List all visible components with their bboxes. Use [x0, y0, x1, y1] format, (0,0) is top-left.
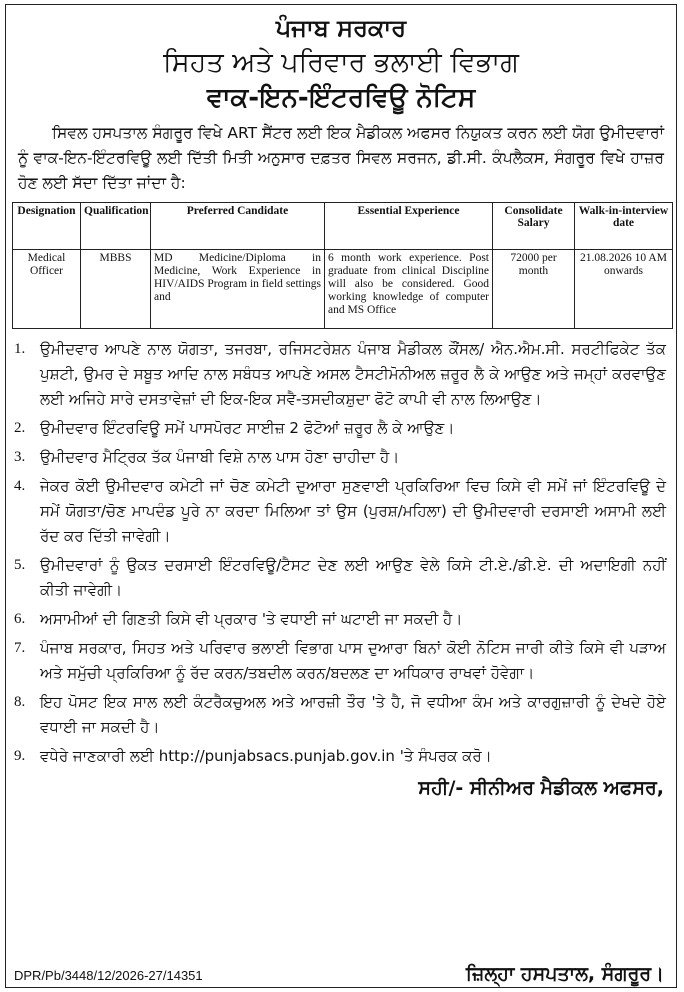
- item-text: ਉਮੀਦਵਾਰਾਂ ਨੂੰ ਉਕਤ ਦਰਸਾਈ ਇੰਟਰਵਿਊ/ਟੈਸਟ ਦੇਣ ਲਈ ਆਉਣ ਵੇਲੇ ਕਿਸੇ ਟੀ.ਏ./ਡੀ.ਏ. ਦੀ ਅਦਾਇਗੀ ਨਹੀਂ ਕੀਤੀ ਜਾਵੇਗੀ।: [40, 556, 666, 599]
- item-text: ਉਮੀਦਵਾਰ ਇੰਟਰਵਿਊ ਸਮੇਂ ਪਾਸਪੋਰਟ ਸਾਈਜ਼ 2 ਫੋਟੋਆਂ ਜ਼ਰੂਰ ਲੈ ਕੇ ਆਉਣ।: [40, 419, 455, 437]
- header-salary: Consolidate Salary: [493, 203, 575, 250]
- header-designation: Designation: [13, 203, 81, 250]
- item-text: ਉਮੀਦਵਾਰ ਆਪਣੇ ਨਾਲ ਯੋਗਤਾ, ਤਜਰਬਾ, ਰਜਿਸਟਰੇਸ਼ਨ ਪੰਜਾਬ ਮੈਡੀਕਲ ਕੌਂਸਲ/ ਐਨ.ਐਮ.ਸੀ. ਸਰਟੀਫਿਕੇਟ ਤੱਕ ਪੁਸ਼ਟੀ, ਉਮਰ ਦੇ ਸਬੂਤ ਆਦਿ ਨਾਲ ਸਬੰਧਤ ਆਪਣੇ ਅਸਲ ਟੈਸਟੀਮੋਨੀਅਲ ਜ਼ਰੂਰ ਲੈ ਕੇ ਆਉਣ ਅਤੇ ਜਮ੍ਹਾਂ ਕਰਵਾਉਣ ਲਈ ਅਜਿਹੇ ਸਾਰੇ ਦਸਤਾਵੇਜ਼ਾਂ ਦੀ ਇਕ-ਇਕ ਸਵੈ-ਤਸਦੀਕਸ਼ੁਦਾ ਫੋਟੋ ਕਾਪੀ ਵੀ ਨਾਲ ਲਿਆਉਣ।: [40, 340, 666, 408]
- list-item: [6, 690, 666, 740]
- terms-list: [6, 337, 666, 769]
- table-row: [13, 250, 673, 329]
- cell-salary: 72000 per month: [493, 250, 575, 329]
- header-essential-experience: Essential Experience: [325, 203, 493, 250]
- vacancy-table: [12, 202, 673, 329]
- item-number: 9.: [14, 748, 26, 764]
- item-text: ਅਸਾਮੀਆਂ ਦੀ ਗਿਣਤੀ ਕਿਸੇ ਵੀ ਪ੍ਰਕਾਰ 'ਤੇ ਵਧਾਈ ਜਾਂ ਘਟਾਈ ਜਾ ਸਕਦੀ ਹੈ।: [40, 610, 463, 628]
- intro-paragraph: ਸਿਵਲ ਹਸਪਤਾਲ ਸੰਗਰੂਰ ਵਿਖੇ ART ਸੈਂਟਰ ਲਈ ਇਕ ਮੈਡੀਕਲ ਅਫਸਰ ਨਿਯੁਕਤ ਕਰਨ ਲਈ ਯੋਗ ਉਮੀਦਵਾਰਾਂ ਨੂੰ ਵਾਕ-ਇਨ-ਇੰਟਰਵਿਊ ਲਈ ਦਿੱਤੀ ਮਿਤੀ ਅਨੁਸਾਰ ਦਫ਼ਤਰ ਸਿਵਲ ਸਰਜਨ, ਡੀ.ਸੀ. ਕੰਪਲੈਕਸ, ਸੰਗਰੂਰ ਵਿਖੇ ਹਾਜ਼ਰ ਹੋਣ ਲਈ ਸੱਦਾ ਦਿੱਤਾ ਜਾਂਦਾ ਹੈ:: [18, 124, 664, 192]
- item-number: 4.: [14, 478, 26, 494]
- item-number: 3.: [14, 449, 26, 465]
- item-text: ਪੰਜਾਬ ਸਰਕਾਰ, ਸਿਹਤ ਅਤੇ ਪਰਿਵਾਰ ਭਲਾਈ ਵਿਭਾਗ ਪਾਸ ਦੁਆਰਾ ਬਿਨਾਂ ਕੋਈ ਨੋਟਿਸ ਜਾਰੀ ਕੀਤੇ ਕਿਸੇ ਵੀ ਪੜਾਅ ਅਤੇ ਸਮੁੱਚੀ ਪ੍ਰਕਿਰਿਆ ਨੂੰ ਰੱਦ ਕਰਨ/ਤਬਦੀਲ ਕਰਨ/ਬਦਲਣ ਦਾ ਅਧਿਕਾਰ ਰਾਖਵਾਂ ਹੋਵੇਗਾ।: [40, 639, 666, 682]
- list-item: [6, 553, 666, 603]
- item-number: 2.: [14, 420, 26, 436]
- dpr-reference: DPR/Pb/3448/12/2026-27/14351: [14, 968, 203, 983]
- signature-line-2: ਜ਼ਿਲ੍ਹਾ ਹਸਪਤਾਲ, ਸੰਗਰੂਰ।: [465, 963, 664, 985]
- notice-title: ਵਾਕ-ਇਨ-ਇੰਟਰਵਿਊ ਨੋਟਿਸ: [206, 83, 476, 113]
- notice-header: [6, 13, 676, 115]
- header-preferred-candidate: Preferred Candidate: [151, 203, 325, 250]
- item-text: ਜੇਕਰ ਕੋਈ ਉਮੀਦਵਾਰ ਕਮੇਟੀ ਜਾਂ ਚੋਣ ਕਮੇਟੀ ਦੁਆਰਾ ਸੁਣਵਾਈ ਪ੍ਰਕਿਰਿਆ ਵਿਚ ਕਿਸੇ ਵੀ ਸਮੇਂ ਜਾਂ ਇੰਟਰਵਿਊ ਦੇ ਸਮੇਂ ਯੋਗਤਾ/ਚੋਣ ਮਾਪਦੰਡ ਪੂਰੇ ਨਾ ਕਰਦਾ ਮਿਲਿਆ ਤਾਂ ਉਸ (ਪੁਰਸ਼/ਮਹਿਲਾ) ਦੀ ਉਮੀਦਵਾਰੀ ਦਰਸਾਈ ਅਸਾਮੀ ਲਈ ਰੱਦ ਕਰ ਦਿੱਤੀ ਜਾਵੇਗੀ।: [40, 477, 666, 545]
- cell-qualification: MBBS: [81, 250, 151, 329]
- table-header-row: [13, 203, 673, 250]
- walk-in-interview-notice: [5, 4, 677, 988]
- item-number: 7.: [14, 640, 26, 656]
- list-item: [6, 337, 666, 412]
- list-item: [6, 416, 666, 441]
- government-title: ਪੰਜਾਬ ਸਰਕਾਰ: [275, 14, 407, 42]
- cell-designation: Medical Officer: [13, 250, 81, 329]
- header-interview-date: Walk-in-interview date: [575, 203, 673, 250]
- item-text: ਵਧੇਰੇ ਜਾਣਕਾਰੀ ਲਈ http://punjabsacs.punjab.gov.in 'ਤੇ ਸੰਪਰਕ ਕਰੋ।: [40, 747, 492, 765]
- item-number: 5.: [14, 557, 26, 573]
- department-title: ਸਿਹਤ ਅਤੇ ਪਰਿਵਾਰ ਭਲਾਈ ਵਿਭਾਗ: [163, 47, 519, 78]
- item-number: 6.: [14, 611, 26, 627]
- list-item: [6, 474, 666, 549]
- cell-preferred-candidate: MD Medicine/Diploma in Medicine, Work Experience in HIV/AIDS Program in field settings and: [151, 250, 325, 329]
- list-item: [6, 445, 666, 470]
- item-number: 8.: [14, 694, 26, 710]
- list-item: [6, 607, 666, 632]
- signature-line-1: ਸਹੀ/- ਸੀਨੀਅਰ ਮੈਡੀਕਲ ਅਫਸਰ,: [418, 777, 664, 799]
- cell-essential-experience: 6 month work experience. Post graduate from clinical Discipline will also be considered. Good working knowledge of computer and MS Office: [325, 250, 493, 329]
- item-text: ਉਮੀਦਵਾਰ ਮੈਟ੍ਰਿਕ ਤੱਕ ਪੰਜਾਬੀ ਵਿਸ਼ੇ ਨਾਲ ਪਾਸ ਹੋਣਾ ਚਾਹੀਦਾ ਹੈ।: [40, 448, 400, 466]
- item-text: ਇਹ ਪੋਸਟ ਇਕ ਸਾਲ ਲਈ ਕੰਟਰੈਕਚੁਅਲ ਅਤੇ ਆਰਜ਼ੀ ਤੌਰ 'ਤੇ ਹੈ, ਜੋ ਵਧੀਆ ਕੰਮ ਅਤੇ ਕਾਰਗੁਜ਼ਾਰੀ ਨੂੰ ਦੇਖਦੇ ਹੋਏ ਵਧਾਈ ਜਾ ਸਕਦੀ ਹੈ।: [40, 693, 666, 736]
- list-item: [6, 636, 666, 686]
- header-qualification: Qualification: [81, 203, 151, 250]
- list-item: [6, 744, 666, 769]
- cell-interview-date: 21.08.2026 10 AM onwards: [575, 250, 673, 329]
- item-number: 1.: [14, 341, 26, 357]
